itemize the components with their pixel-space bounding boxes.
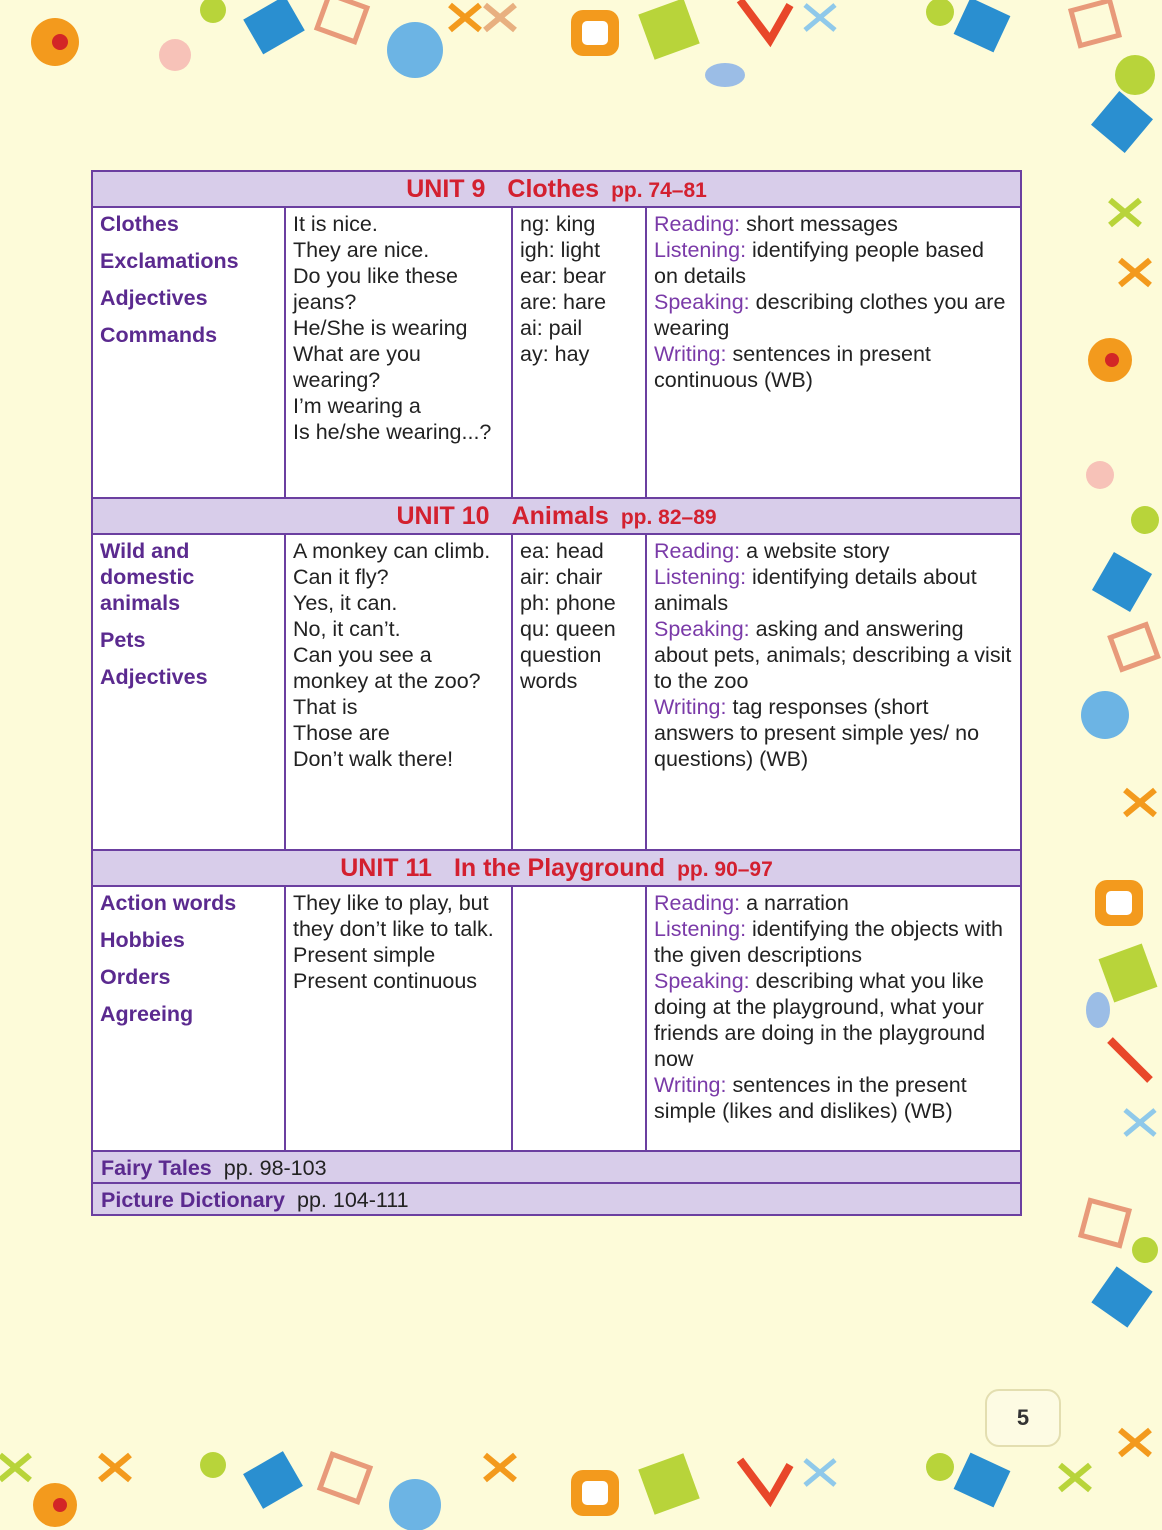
skill-label: Speaking:: [654, 290, 750, 314]
skill-label: Writing:: [654, 1073, 727, 1097]
skill-item: [654, 916, 1013, 968]
skill-item: [654, 694, 1013, 772]
topic-item: Hobbies: [100, 928, 185, 952]
topic-item: Clothes: [100, 212, 179, 236]
skill-item: [654, 616, 1013, 694]
phonics-item: ai: pail: [520, 316, 583, 340]
topics-cell: [92, 534, 285, 850]
topic-item: Action words: [100, 891, 237, 915]
phonics-item: air: chair: [520, 565, 603, 589]
skill-label: Listening:: [654, 238, 747, 262]
skill-item: [654, 538, 1013, 564]
skill-text: describing what you like doing at the playground, what your friends are doing in the playground now: [654, 969, 986, 1071]
dot-icon: [159, 39, 191, 71]
orange-square-icon: [571, 10, 619, 56]
language-item: Do you like these jeans?: [293, 264, 458, 314]
footer-cell: [92, 1183, 1021, 1215]
language-item: Can you see a monkey at the zoo?: [293, 643, 481, 693]
topic-item: Agreeing: [100, 1002, 194, 1026]
footer-cell: [92, 1151, 1021, 1183]
skill-item: [654, 211, 1013, 237]
phonics-cell: [512, 534, 646, 850]
footer-pages: pp. 104-111: [297, 1188, 409, 1212]
skills-cell: [646, 886, 1021, 1151]
language-item: He/She is wearing: [293, 316, 468, 340]
orange-button-icon: [31, 18, 79, 66]
topic-item: Adjectives: [100, 286, 208, 310]
skill-text: sentences in present continuous (WB): [654, 342, 931, 392]
language-item: Can it fly?: [293, 565, 389, 589]
contents-table: [91, 170, 1022, 1216]
language-item: Present simple: [293, 943, 436, 967]
phonics-item: ph: phone: [520, 591, 616, 615]
language-item: They like to play, but they don’t like to talk.: [293, 891, 494, 941]
phonics-item: igh: light: [520, 238, 601, 262]
phonics-cell: [512, 886, 646, 1151]
skill-item: [654, 237, 1013, 289]
unit-content-row: [92, 886, 1021, 1151]
skill-text: sentences in the present simple (likes and dislikes) (WB): [654, 1073, 967, 1123]
skill-item: [654, 890, 1013, 916]
phonics-item: ear: bear: [520, 264, 607, 288]
unit-pages: pp. 90–97: [677, 858, 773, 881]
language-item: That is: [293, 695, 358, 719]
skill-text: a narration: [746, 891, 849, 915]
phonics-item: ng: king: [520, 212, 596, 236]
unit-number: UNIT 11: [340, 854, 432, 882]
footer-pages: pp. 98-103: [223, 1156, 327, 1180]
unit-number: UNIT 10: [396, 502, 490, 530]
unit-header-row: [92, 171, 1021, 207]
unit-header-row: [92, 498, 1021, 534]
language-item: Those are: [293, 721, 390, 745]
skills-cell: [646, 207, 1021, 498]
language-item: Present continuous: [293, 969, 478, 993]
footer-row: [92, 1151, 1021, 1183]
skill-label: Writing:: [654, 342, 727, 366]
skill-item: [654, 564, 1013, 616]
skill-label: Reading:: [654, 212, 741, 236]
skill-item: [654, 341, 1013, 393]
phonics-cell: [512, 207, 646, 498]
skill-text: tag responses (short answers to present simple yes/ no questions) (WB): [654, 695, 980, 771]
unit-title: Clothes: [507, 175, 600, 203]
footer-label: Fairy Tales: [101, 1156, 212, 1180]
language-item: No, it can’t.: [293, 617, 401, 641]
language-cell: [285, 534, 512, 850]
phonics-item: question words: [520, 643, 602, 693]
unit-content-row: [92, 207, 1021, 498]
phonics-item: qu: queen: [520, 617, 616, 641]
stamp-icon: [317, 0, 367, 42]
phonics-item: are: hare: [520, 290, 607, 314]
skill-label: Reading:: [654, 539, 741, 563]
footer-label: Picture Dictionary: [101, 1188, 285, 1212]
unit-number: UNIT 9: [406, 175, 486, 203]
topics-cell: [92, 886, 285, 1151]
page-number: 5: [985, 1389, 1061, 1447]
language-item: Yes, it can.: [293, 591, 398, 615]
skill-text: short messages: [746, 212, 898, 236]
unit-title: Animals: [511, 502, 609, 530]
blue-blob-icon: [387, 22, 443, 78]
language-item: Don’t walk there!: [293, 747, 454, 771]
language-item: Is he/she wearing...?: [293, 420, 492, 444]
skill-text: identifying the objects with the given descriptions: [654, 917, 1004, 967]
language-item: They are nice.: [293, 238, 430, 262]
unit-pages: pp. 82–89: [620, 506, 717, 529]
skill-item: [654, 1072, 1013, 1124]
unit-header: [92, 171, 1021, 207]
topic-item: Pets: [100, 628, 146, 652]
skill-label: Writing:: [654, 695, 727, 719]
unit-content-row: [92, 534, 1021, 850]
language-item: A monkey can climb.: [293, 539, 491, 563]
unit-header: [92, 850, 1021, 886]
skill-item: [654, 968, 1013, 1072]
skill-text: describing clothes you are wearing: [654, 290, 1006, 340]
language-item: What are you wearing?: [293, 342, 421, 392]
topic-item: Commands: [100, 323, 218, 347]
unit-title: In the Playground: [453, 854, 666, 882]
topics-cell: [92, 207, 285, 498]
topic-item: Orders: [100, 965, 171, 989]
language-cell: [285, 207, 512, 498]
skills-cell: [646, 534, 1021, 850]
olive-icon: [200, 0, 226, 23]
skill-item: [654, 289, 1013, 341]
skill-label: Listening:: [654, 565, 747, 589]
skill-text: identifying people based on details: [654, 238, 984, 288]
topic-item: Wild and domestic animals: [100, 539, 195, 615]
topic-item: Adjectives: [100, 665, 208, 689]
skill-text: a website story: [746, 539, 890, 563]
skill-label: Speaking:: [654, 617, 750, 641]
film-stamp-icon: [243, 0, 305, 54]
skill-label: Reading:: [654, 891, 741, 915]
skill-label: Speaking:: [654, 969, 750, 993]
skill-text: asking and answering about pets, animals; describing a visit to the zoo: [654, 617, 1012, 693]
language-cell: [285, 886, 512, 1151]
skill-text: identifying details about animals: [654, 565, 977, 615]
unit-pages: pp. 74–81: [611, 179, 707, 202]
footer-row: [92, 1183, 1021, 1215]
unit-header: [92, 498, 1021, 534]
language-item: It is nice.: [293, 212, 378, 236]
phonics-item: ea: head: [520, 539, 604, 563]
phonics-item: ay: hay: [520, 342, 590, 366]
unit-header-row: [92, 850, 1021, 886]
skill-label: Listening:: [654, 917, 747, 941]
topic-item: Exclamations: [100, 249, 239, 273]
green-square-icon: [638, 0, 700, 60]
table-body: [92, 171, 1021, 1215]
language-item: I’m wearing a: [293, 394, 421, 418]
